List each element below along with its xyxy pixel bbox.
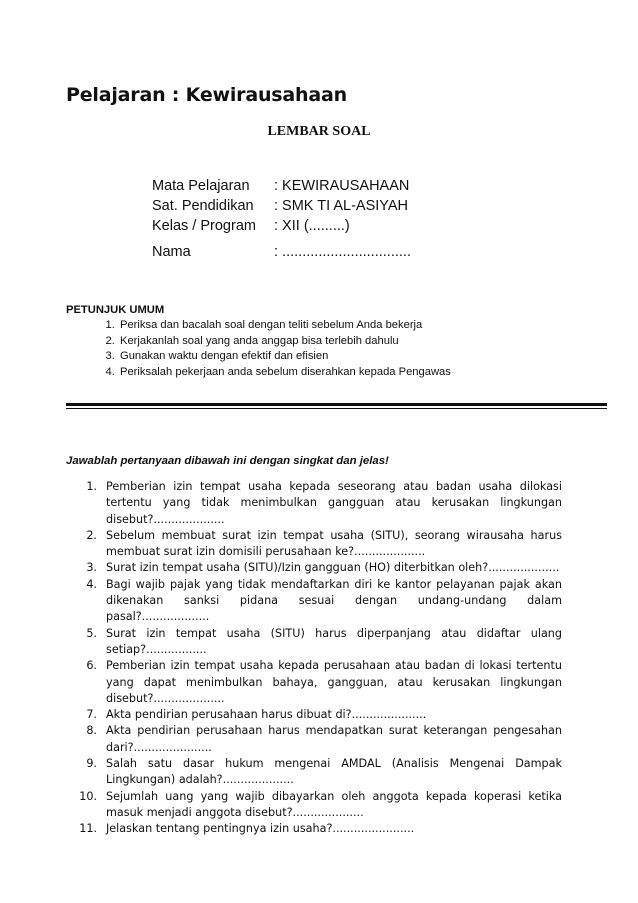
identity-row-school xyxy=(152,196,411,216)
question-item xyxy=(66,789,562,822)
instruction-item: 2. Kerjakanlah soal yang anda anggap bisa terlebih dahulu xyxy=(118,334,586,350)
question-number: 8. xyxy=(86,724,97,738)
worksheet-heading: LEMBAR SOAL xyxy=(267,124,371,139)
question-item xyxy=(66,528,562,561)
identity-value: : SMK TI AL-ASIYAH xyxy=(274,198,409,214)
answer-instruction: Jawablah pertanyaan dibawah ini dengan singkat dan jelas! xyxy=(66,455,389,467)
identity-row-subject xyxy=(152,176,411,196)
question-item xyxy=(66,821,562,837)
identity-value: : KEWIRAUSAHAAN xyxy=(274,178,410,194)
question-text: Salah satu dasar hukum mengenai AMDAL (Analisis Mengenai Dampak Lingkungan) adalah?.................... xyxy=(106,757,562,787)
question-list xyxy=(66,479,562,838)
question-text: Akta pendirian perusahaan harus dibuat di?..................... xyxy=(106,708,427,722)
instruction-item: 3. Gunakan waktu dengan efektif dan efisien xyxy=(118,349,586,365)
question-number: 5. xyxy=(86,626,97,640)
instructions-heading: PETUNJUK UMUM xyxy=(66,304,165,316)
identity-value: : XII (.........) xyxy=(274,218,350,234)
identity-value: : ................................ xyxy=(274,244,411,260)
question-item xyxy=(66,658,562,707)
question-number: 4. xyxy=(86,577,97,591)
question-number: 11. xyxy=(79,822,97,836)
question-number: 3. xyxy=(86,561,97,575)
question-text: Sebelum membuat surat izin tempat usaha (SITU), seorang wirausaha harus membuat surat izin domisili perusahaan ke?.................... xyxy=(106,528,562,559)
question-text: Pemberian izin tempat usaha kepada seseorang atau badan usaha dilokasi tertentu yang tidak menimbulkan gangguan atau kerusakan lingkungan disebut?.................... xyxy=(106,480,562,526)
question-item xyxy=(66,723,562,756)
question-item xyxy=(66,626,562,659)
identity-row-name xyxy=(152,242,411,262)
question-number: 7. xyxy=(86,708,97,722)
question-number: 2. xyxy=(86,528,97,542)
question-number: 1. xyxy=(86,480,97,493)
identity-label: Nama xyxy=(152,244,191,260)
identity-label: Mata Pelajaran xyxy=(152,178,250,194)
question-number: 6. xyxy=(86,659,97,673)
instruction-item: 4. Periksalah pekerjaan anda sebelum diserahkan kepada Pengawas xyxy=(118,365,586,381)
question-text: Bagi wajib pajak yang tidak mendaftarkan diri ke kantor pelayanan pajak akan dikenakan sanksi pidana sesuai dengan undang-undang dalam pasal?................... xyxy=(106,577,562,624)
divider-thick xyxy=(66,403,607,406)
question-item xyxy=(66,479,562,528)
question-item xyxy=(66,756,562,789)
general-instructions xyxy=(66,302,586,380)
question-text: Pemberian izin tempat usaha kepada perusahaan atau badan di lokasi tertentu yang dapat menimbulkan bahaya, gangguan, atau kerusakan lingkungan disebut?.................... xyxy=(106,659,562,705)
instruction-item: 1. Periksa dan bacalah soal dengan teliti sebelum Anda bekerja xyxy=(118,318,586,334)
identity-block xyxy=(152,176,411,262)
question-item xyxy=(66,707,562,723)
question-number: 10. xyxy=(79,789,97,803)
question-item xyxy=(66,577,562,626)
question-number: 9. xyxy=(86,757,97,771)
instructions-list xyxy=(66,318,586,380)
question-text: Jelaskan tentang pentingnya izin usaha?....................... xyxy=(106,822,415,836)
question-text: Akta pendirian perusahaan harus mendapatkan surat keterangan pengesahan dari?...................... xyxy=(106,724,562,754)
divider-thin xyxy=(66,408,607,409)
page-title: Pelajaran : Kewirausahaan xyxy=(66,84,347,106)
question-text: Surat izin tempat usaha (SITU) harus diperpanjang atau didaftar ulang setiap?................. xyxy=(106,626,562,656)
question-item xyxy=(66,560,562,576)
identity-row-class xyxy=(152,216,411,236)
question-text: Surat izin tempat usaha (SITU)/Izin gangguan (HO) diterbitkan oleh?.................... xyxy=(106,561,560,575)
identity-label: Kelas / Program xyxy=(152,218,256,234)
identity-label: Sat. Pendidikan xyxy=(152,198,254,214)
question-text: Sejumlah uang yang wajib dibayarkan oleh anggota kepada koperasi ketika masuk menjadi anggota disebut?.................... xyxy=(106,789,562,819)
